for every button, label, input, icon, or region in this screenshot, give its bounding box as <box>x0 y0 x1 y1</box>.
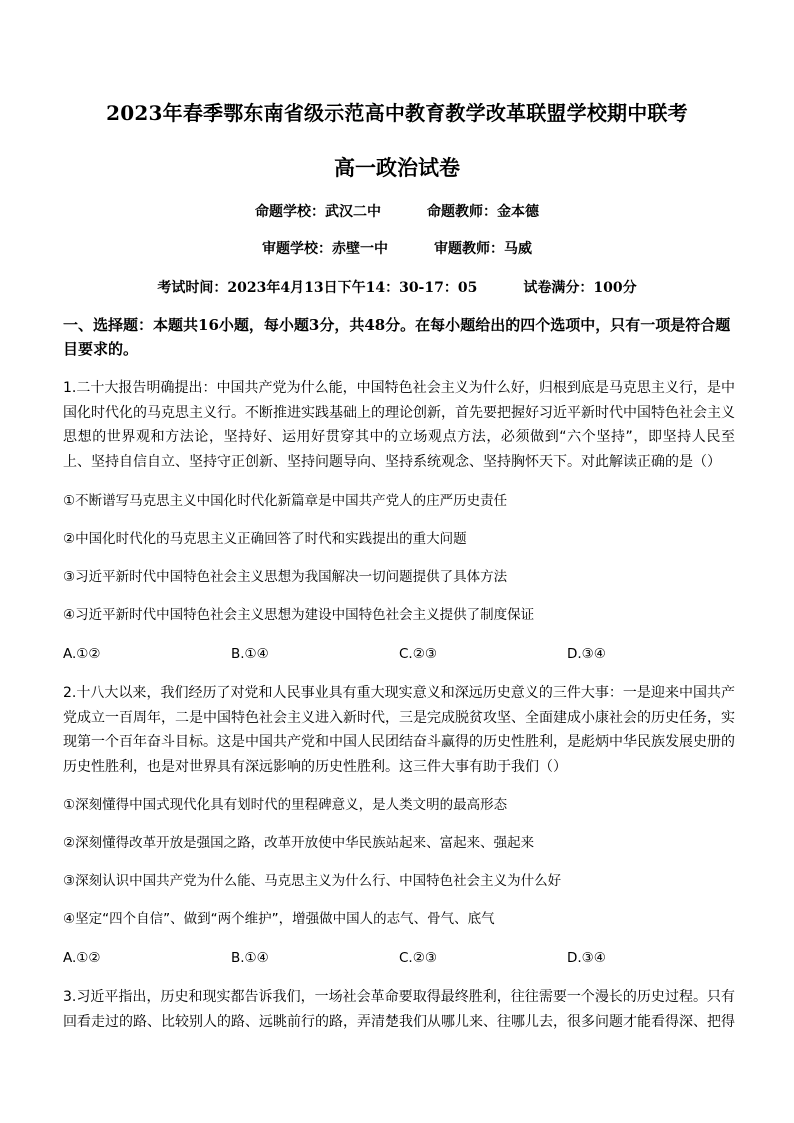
question-1-choice-a[interactable]: A.①② <box>63 646 101 662</box>
question-2-item-3: ③深刻认识中国共产党为什么能、马克思主义为什么行、中国特色社会主义为什么好 <box>63 873 562 889</box>
question-2-item-2: ②深刻懂得改革开放是强国之路，改革开放使中华民族站起来、富起来、强起来 <box>63 835 535 851</box>
full-score: 试卷满分：100分 <box>523 280 637 296</box>
question-3-stem: 3.习近平指出，历史和现实都告诉我们，一场社会革命要取得最终胜利，往往需要一个漫长的历史过程。只有回看走过的路、比较别人的路、远眺前行的路，弄清楚我们从哪儿来、往哪儿去，很多问题才能看得深、把得 <box>63 989 735 1030</box>
question-2-choice-b[interactable]: B.①④ <box>231 950 269 966</box>
section-heading: 一、选择题：本题共16小题，每小题3分，共48分。在每小题给出的四个选项中，只有一项是符合题目要求的。 <box>63 316 731 358</box>
exam-title: 2023年春季鄂东南省级示范高中教育教学改革联盟学校期中联考 <box>106 101 688 125</box>
question-2-choice-d[interactable]: D.③④ <box>567 950 606 966</box>
question-2-item-1: ①深刻懂得中国式现代化具有划时代的里程碑意义，是人类文明的最高形态 <box>63 797 508 813</box>
question-1-choice-b[interactable]: B.①④ <box>231 646 269 662</box>
question-2-choice-c[interactable]: C.②③ <box>399 950 437 966</box>
reviewer-info <box>0 238 794 258</box>
reviewer-teacher: 审题教师：马威 <box>434 241 532 257</box>
reviewer-school: 审题学校：赤壁一中 <box>262 241 388 257</box>
question-1-item-1: ①不断谱写马克思主义中国化时代化新篇章是中国共产党人的庄严历史责任 <box>63 493 508 509</box>
exam-time: 考试时间：2023年4月13日下午14：30-17：05 <box>157 280 478 296</box>
question-1-item-4: ④习近平新时代中国特色社会主义思想为建设中国特色社会主义提供了制度保证 <box>63 607 535 623</box>
setter-school: 命题学校：武汉二中 <box>255 204 381 220</box>
setter-teacher: 命题教师：金本德 <box>427 204 539 220</box>
question-2-item-4: ④坚定“四个自信”、做到“两个维护”，增强做中国人的志气、骨气、底气 <box>63 911 495 927</box>
question-1-stem: 1.二十大报告明确提出：中国共产党为什么能，中国特色社会主义为什么好，归根到底是马克思主义行，是中国化时代化的马克思主义行。不断推进实践基础上的理论创新，首先要把握好习近平新时代中国特色社会主义思想的世界观和方法论，坚持好、运用好贯穿其中的立场观点方法，必须做到“六个坚持”，即坚持人民至上、坚持自信自立、坚持守正创新、坚持问题导向、坚持系统观念、坚持胸怀天下。对此解读正确的是（） <box>63 380 735 470</box>
question-1-item-2: ②中国化时代化的马克思主义正确回答了时代和实践提出的重大问题 <box>63 531 467 547</box>
exam-time-info <box>0 277 794 297</box>
setter-info <box>0 201 794 221</box>
question-1-choice-c[interactable]: C.②③ <box>399 646 437 662</box>
question-2-stem: 2.十八大以来，我们经历了对党和人民事业具有重大现实意义和深远历史意义的三件大事：一是迎来中国共产党成立一百周年，二是中国特色社会主义进入新时代，三是完成脱贫攻坚、全面建成小康社会的历史任务，实现第一个百年奋斗目标。这是中国共产党和中国人民团结奋斗赢得的历史性胜利，是彪炳中华民族发展史册的历史性胜利，也是对世界具有深远影响的历史性胜利。这三件大事有助于我们（） <box>63 685 735 775</box>
exam-subtitle: 高一政治试卷 <box>334 155 460 180</box>
question-1-item-3: ③习近平新时代中国特色社会主义思想为我国解决一切问题提供了具体方法 <box>63 569 508 585</box>
question-2-choice-a[interactable]: A.①② <box>63 950 101 966</box>
question-1-choice-d[interactable]: D.③④ <box>567 646 606 662</box>
